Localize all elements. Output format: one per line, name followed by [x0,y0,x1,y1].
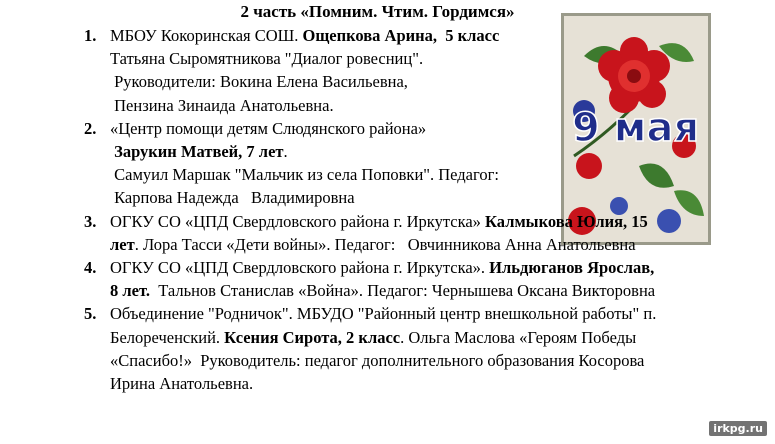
participant-name: Ощепкова Арина, 5 класс [302,26,500,45]
line-text: Объединение "Родничок". МБУДО "Районный центр внешкольной работы" п. [110,304,657,324]
line-text: Ирина Анатольевна. [110,374,254,394]
participant-name: Калмыкова Юлия, 15 [485,211,648,231]
list-item-number: 5. [84,304,97,324]
page-title: 2 часть «Помним. Чтим. Гордимся» [240,2,515,21]
list-item-line [110,94,744,117]
line-text: «Спасибо!» Руководитель: педагог дополнительного образования Косорова [110,350,645,370]
line-text: ОГКУ СО «ЦПД Свердловского района г. Иркутска». [110,258,490,278]
participant-list [84,24,744,395]
list-item-line [110,186,744,209]
list-item-line [110,256,744,279]
list-item-line [110,24,744,47]
line-text: Карпова Надежда Владимировна [110,188,355,208]
list-item-number: 1. [84,26,97,45]
list-item-number: 4. [84,258,97,278]
list-item-line [110,70,744,93]
line-text: Татьяна Сыромятникова "Диалог ровесниц". [110,49,424,69]
line-text: Руководители: Вокина Елена Васильевна, [110,72,408,92]
participant-name: Ксения Сирота, 2 класс [224,327,401,347]
list-item-line [110,279,744,302]
line-text: . Ольга Маслова «Героям Победы [400,327,637,347]
list-item [84,302,744,395]
list-item [84,24,744,117]
line-text: . [283,142,288,162]
list-item-line [110,372,744,395]
list-item-number: 2. [84,118,97,138]
list-item-line [110,302,744,325]
watermark: irkpg.ru [709,421,767,436]
line-text: . Лора Тасси «Дети войны». Педагог: Овчинникова Анна Анатольевна [134,234,636,254]
list-item [84,117,744,210]
participant-name: 8 лет. [110,281,150,301]
list-item-line [110,349,744,372]
list-item [84,256,744,302]
list-item-line [110,47,744,70]
line-text: МБОУ Кокоринская СОШ. [110,26,303,45]
list-item [84,210,744,256]
line-text: Самуил Маршак "Мальчик из села Поповки". Педагог: [110,165,499,185]
list-item-line [110,233,744,256]
participant-name: лет [110,234,135,254]
list-item-line [110,326,744,349]
line-text: Пензина Зинаида Анатольевна. [110,95,334,115]
list-item-line [110,210,744,233]
line-text: «Центр помощи детям Слюдянского района» [110,118,427,138]
participant-name: Зарукин Матвей, 7 лет [110,142,284,162]
line-text: Тальнов Станислав «Война». Педагог: Чернышева Оксана Викторовна [149,281,656,301]
line-text: Белореченский. [110,327,225,347]
list-item-line [110,163,744,186]
artwork-text: 9 мая [572,105,700,151]
list-item-line [110,117,744,140]
line-text: ОГКУ СО «ЦПД Свердловского района г. Иркутска» [110,211,486,231]
list-item-line [110,140,744,163]
participant-name: Ильдюганов Ярослав, [489,258,655,278]
list-item-number: 3. [84,211,97,231]
